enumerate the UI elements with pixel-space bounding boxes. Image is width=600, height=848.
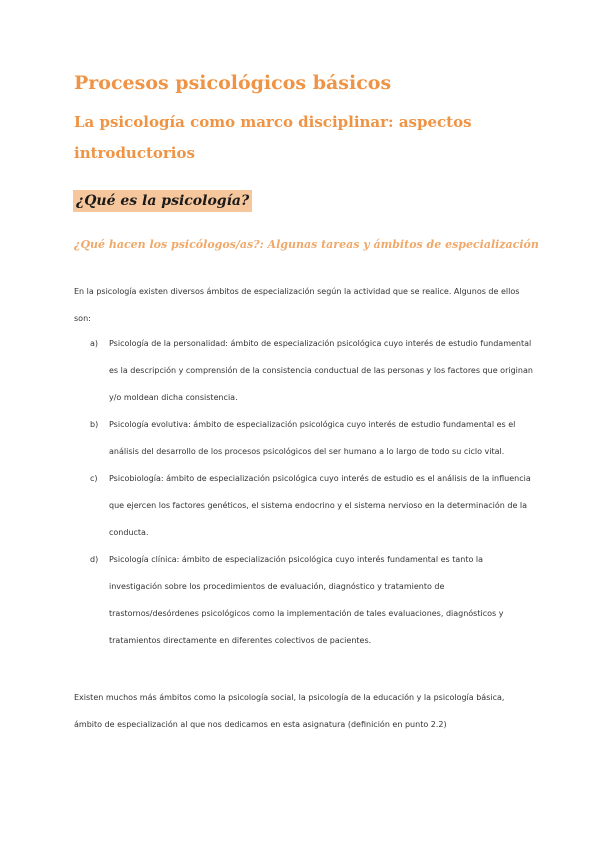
closing-paragraph: Existen muchos más ámbitos como la psicología social, la psicología de la educación y la psicología básica, ámbito de especialización al que nos dedicamos en esta asignatura (definición en punto 2.2) bbox=[74, 693, 505, 729]
list-item bbox=[74, 330, 534, 411]
list-item-text: Psicobiología: ámbito de especialización psicológica cuyo interés de estudio es el análisis de la influencia que ejercen los factores genéticos, el sistema endocrino y el sistema nervioso en la determinación de la conducta. bbox=[109, 474, 531, 537]
document-subtitle: La psicología como marco disciplinar: aspectos introductorios bbox=[74, 113, 472, 162]
subsection-heading: ¿Qué hacen los psicólogos/as?: Algunas tareas y ámbitos de especialización bbox=[74, 238, 539, 251]
list-item-text: Psicología evolutiva: ámbito de especialización psicológica cuyo interés de estudio fundamental es el análisis del desarrollo de los procesos psicológicos del ser humano a lo largo de todo su ciclo vital. bbox=[109, 420, 516, 456]
list-item-text: Psicología de la personalidad: ámbito de especialización psicológica cuyo interés de estudio fundamental es la descripción y comprensión de la consistencia conductual de las personas y los factores que originan y/o moldean dicha consistencia. bbox=[109, 339, 533, 402]
list-item bbox=[74, 546, 534, 654]
list-item-text: Psicología clínica: ámbito de especialización psicológica cuyo interés fundamental es tanto la investigación sobre los procedimientos de evaluación, diagnóstico y tratamiento de trastornos/desórdenes psicológicos como la implementación de tales evaluaciones, diagnósticos y tratamientos directamente en diferentes colectivos de pacientes. bbox=[109, 555, 504, 645]
specialization-list bbox=[74, 330, 534, 654]
list-marker: c) bbox=[90, 474, 98, 483]
section-heading: ¿Qué es la psicología? bbox=[73, 190, 252, 212]
list-marker: d) bbox=[90, 555, 99, 564]
intro-paragraph: En la psicología existen diversos ámbitos de especialización según la actividad que se realice. Algunos de ellos son: bbox=[74, 287, 520, 323]
list-marker: b) bbox=[90, 420, 99, 429]
list-item bbox=[74, 411, 534, 465]
document-title: Procesos psicológicos básicos bbox=[74, 72, 392, 94]
list-item bbox=[74, 465, 534, 546]
list-marker: a) bbox=[90, 339, 99, 348]
